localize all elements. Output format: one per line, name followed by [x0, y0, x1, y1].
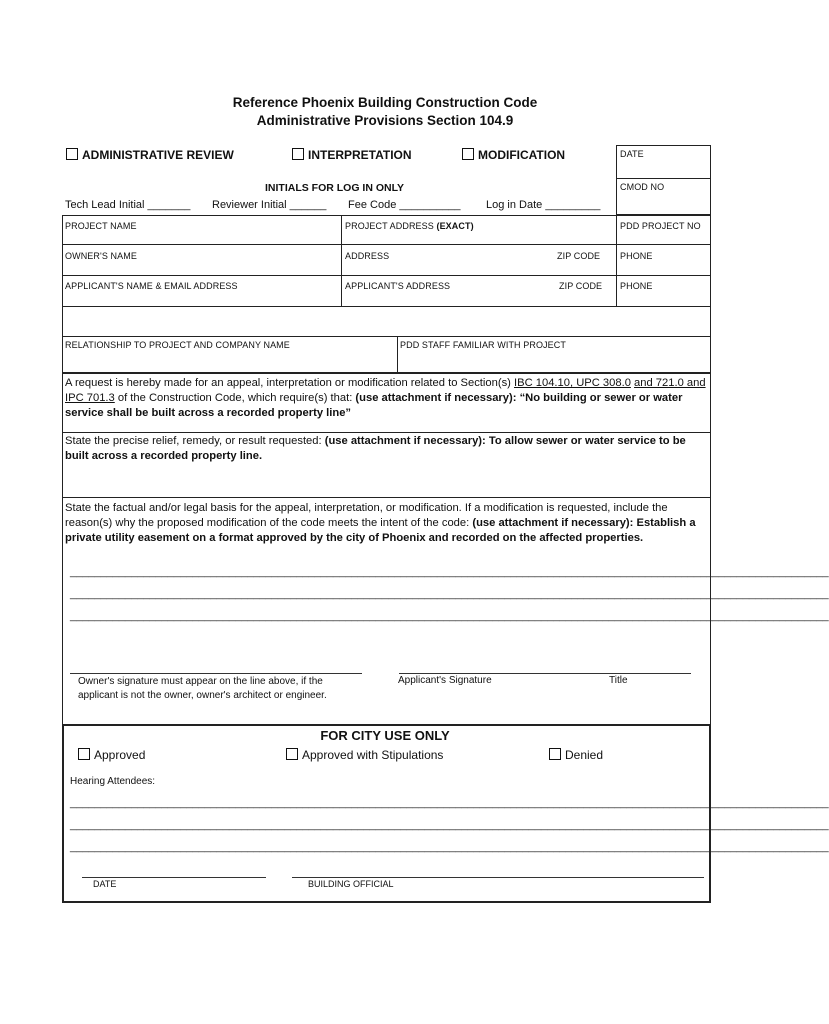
project-address-exact: (EXACT) — [436, 221, 474, 231]
pdd-staff-field[interactable]: PDD STAFF FAMILIAR WITH PROJECT — [400, 340, 566, 350]
interpretation-checkbox[interactable] — [292, 148, 304, 160]
divider — [397, 336, 398, 373]
basis-line-2[interactable]: ____________________________________________________________________________________________________________________________ — [70, 588, 829, 600]
request-text-1: A request is hereby made for an appeal, interpretation or modification related to Section(s) — [65, 377, 514, 389]
pdd-project-no-field[interactable]: PDD PROJECT NO — [620, 221, 701, 231]
owner-note-line-2: applicant is not the owner, owner's architect or engineer. — [78, 690, 327, 701]
building-official-line[interactable] — [292, 877, 704, 878]
denied-checkbox[interactable] — [549, 748, 561, 760]
owner-signature-line[interactable] — [70, 673, 362, 674]
type-admin-review[interactable] — [66, 148, 234, 162]
divider — [616, 215, 617, 307]
hearing-attendees-label: Hearing Attendees: — [70, 776, 156, 787]
type-interpretation[interactable] — [292, 148, 412, 162]
relationship-field[interactable]: RELATIONSHIP TO PROJECT AND COMPANY NAME — [65, 340, 290, 350]
project-address-label: PROJECT ADDRESS — [345, 221, 434, 231]
owners-name-field[interactable]: OWNER'S NAME — [65, 251, 137, 261]
divider — [62, 275, 711, 276]
project-name-field[interactable]: PROJECT NAME — [65, 221, 137, 231]
denied-option[interactable] — [549, 748, 603, 762]
phone-field-2[interactable]: PHONE — [620, 281, 653, 291]
approved-stip-checkbox[interactable] — [286, 748, 298, 760]
interpretation-label: INTERPRETATION — [308, 148, 412, 162]
cmod-no-box[interactable] — [616, 178, 711, 215]
zip-code-field-2[interactable]: ZIP CODE — [559, 281, 603, 291]
zip-code-field-1[interactable]: ZIP CODE — [557, 251, 601, 261]
attendees-line-2[interactable]: ____________________________________________________________________________________________________________________________ — [70, 819, 829, 831]
page-title — [0, 94, 770, 130]
building-official-label: BUILDING OFFICIAL — [308, 879, 394, 889]
approved-checkbox[interactable] — [78, 748, 90, 760]
initials-heading: INITIALS FOR LOG IN ONLY — [265, 182, 405, 194]
date-signature-line[interactable] — [82, 877, 266, 878]
title-line-2: Administrative Provisions Section 104.9 — [256, 113, 514, 128]
request-sections-a: IBC 104.10, UPC 308.0 — [514, 377, 631, 389]
divider — [62, 244, 711, 245]
approved-stip-option[interactable] — [286, 748, 443, 762]
basis-text-1: State the factual and/or legal basis for the appeal, interpretation, or modification. If a modification is requested, include the reason(s) why the proposed modification of the code meets the intent of the code: — [65, 502, 668, 529]
fee-code[interactable]: Fee Code __________ — [348, 199, 461, 211]
relief-text-1: State the precise relief, remedy, or result requested: — [65, 435, 325, 447]
owner-note-line-1: Owner's signature must appear on the line above, if the — [78, 676, 323, 687]
divider — [341, 215, 342, 307]
attendees-line-3[interactable]: ____________________________________________________________________________________________________________________________ — [70, 841, 829, 853]
divider — [62, 336, 711, 337]
divider — [62, 306, 711, 307]
reviewer-initial[interactable]: Reviewer Initial ______ — [212, 199, 327, 211]
city-use-heading: FOR CITY USE ONLY — [320, 728, 450, 743]
log-in-date[interactable]: Log in Date _________ — [486, 199, 601, 211]
denied-label: Denied — [565, 748, 604, 762]
request-text-3: (use attachment if necessary): “No building or sewer or water service shall be built across a recorded property line” — [65, 392, 683, 419]
admin-review-checkbox[interactable] — [66, 148, 78, 160]
attendees-line-1[interactable]: ____________________________________________________________________________________________________________________________ — [70, 797, 829, 809]
modification-label: MODIFICATION — [478, 148, 566, 162]
relief-text-2: (use attachment if necessary): To allow sewer or water service to be built across a recorded property line. — [65, 435, 686, 462]
project-address-field[interactable] — [345, 221, 474, 231]
basis-text — [65, 501, 707, 546]
phone-field-1[interactable]: PHONE — [620, 251, 653, 261]
address-field[interactable]: ADDRESS — [345, 251, 390, 261]
date-label: DATE — [620, 149, 644, 159]
date-sig-label: DATE — [93, 879, 117, 889]
approved-option[interactable] — [78, 748, 145, 762]
modification-checkbox[interactable] — [462, 148, 474, 160]
basis-line-3[interactable]: ____________________________________________________________________________________________________________________________ — [70, 610, 829, 622]
applicant-signature-line[interactable] — [399, 673, 691, 674]
admin-review-label: ADMINISTRATIVE REVIEW — [82, 148, 234, 162]
title-label: Title — [609, 675, 628, 686]
tech-lead-initial[interactable]: Tech Lead Initial _______ — [65, 199, 191, 211]
approved-label: Approved — [94, 748, 146, 762]
cmod-no-label: CMOD NO — [620, 182, 665, 192]
applicant-signature-label: Applicant's Signature — [398, 675, 492, 686]
request-text — [65, 376, 707, 421]
owner-signature-note — [78, 675, 327, 703]
basis-text-2: (use attachment if necessary): Establish a private utility easement on a format approved by the city of Phoenix and recorded on the affected properties. — [65, 517, 696, 544]
request-text-2: of the Construction Code, which require(s) that: — [114, 392, 356, 404]
date-box[interactable] — [616, 145, 711, 179]
applicant-address-field[interactable]: APPLICANT'S ADDRESS — [345, 281, 451, 291]
approved-stip-label: Approved with Stipulations — [302, 748, 444, 762]
request-sections-b: and 721.0 and IPC 701.3 — [65, 377, 706, 404]
relief-text — [65, 434, 707, 464]
basis-line-1[interactable]: ____________________________________________________________________________________________________________________________ — [70, 566, 829, 578]
applicant-name-email-field[interactable]: APPLICANT'S NAME & EMAIL ADDRESS — [65, 281, 238, 291]
title-line-1: Reference Phoenix Building Construction Code — [232, 95, 538, 110]
type-modification[interactable] — [462, 148, 565, 162]
